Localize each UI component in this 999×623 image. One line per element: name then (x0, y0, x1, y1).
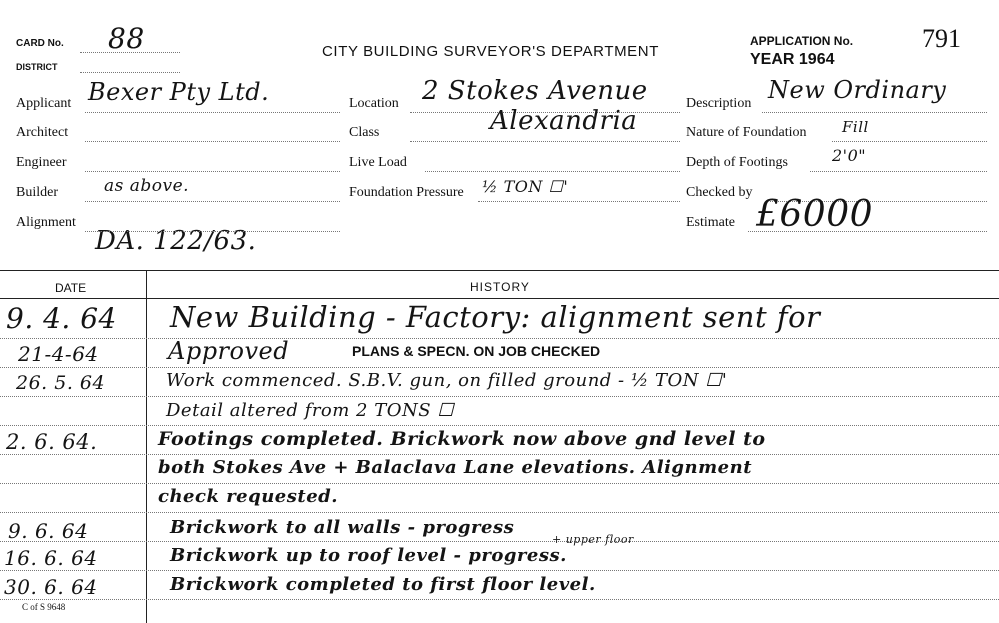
class-line (410, 141, 680, 142)
applicant-label: Applicant (16, 96, 72, 111)
district-label: DISTRICT (16, 62, 58, 72)
applicant-line (85, 112, 340, 113)
form-code: C of S 9648 (22, 602, 66, 612)
row-rule (0, 367, 999, 368)
alignment-label: Alignment (16, 215, 76, 230)
history-entry: Brickwork up to roof level - progress. (170, 545, 567, 566)
history-date: 26. 5. 64 (16, 372, 106, 394)
estimate-label: Estimate (686, 215, 735, 230)
history-entry: Work commenced. S.B.V. gun, on filled ground - ½ TON ☐' (166, 370, 728, 391)
architect-label: Architect (16, 125, 69, 140)
row-rule (0, 425, 999, 426)
row-rule (0, 396, 999, 397)
estimate-value: £6000 (756, 194, 874, 235)
history-date: 9. 4. 64 (6, 302, 117, 335)
year-label: YEAR 1964 (750, 51, 835, 68)
district-line (80, 72, 180, 73)
live-load-line (425, 171, 680, 172)
depth-of-footings-value: 2'0" (832, 146, 867, 165)
card-no-value: 88 (108, 22, 145, 55)
history-entry: Brickwork to all walls - progress (170, 517, 515, 538)
history-entry-note: + upper floor (552, 533, 634, 546)
row-rule (0, 541, 999, 542)
application-number: 791 (922, 24, 961, 53)
engineer-line (85, 171, 340, 172)
live-load-label: Live Load (349, 155, 407, 170)
row-rule (0, 338, 999, 339)
row-rule (0, 599, 999, 600)
builder-line (85, 201, 340, 202)
application-label: APPLICATION No. (750, 34, 854, 48)
engineer-label: Engineer (16, 155, 67, 170)
location-value-2: Alexandria (490, 106, 638, 136)
date-column-header: DATE (55, 281, 87, 295)
card-no-line (80, 52, 180, 53)
history-entry: Approved (168, 337, 290, 365)
architect-line (85, 141, 340, 142)
description-value: New Ordinary (768, 76, 947, 104)
history-entry: Detail altered from 2 TONS ☐ (166, 400, 454, 421)
foundation-pressure-label: Foundation Pressure (349, 185, 464, 200)
row-rule (0, 512, 999, 513)
applicant-value: Bexer Pty Ltd. (88, 78, 270, 106)
history-entry: Footings completed. Brickwork now above gnd level to (158, 428, 766, 450)
nature-of-foundation-value: Fill (842, 118, 869, 136)
description-label: Description (686, 96, 752, 111)
foundation-pressure-line (478, 201, 680, 202)
foundation-pressure-value: ½ TON ☐' (482, 177, 569, 196)
alignment-value: DA. 122/63. (95, 226, 257, 256)
nature-of-foundation-line (832, 141, 987, 142)
history-date: 30. 6. 64 (4, 575, 98, 599)
nature-of-foundation-label: Nature of Foundation (686, 125, 807, 140)
estimate-line (748, 231, 987, 232)
history-column-header: HISTORY (470, 280, 530, 294)
approval-stamp: PLANS & SPECN. ON JOB CHECKED (352, 343, 601, 359)
history-date: 2. 6. 64. (6, 430, 98, 454)
history-entry: New Building - Factory: alignment sent for (170, 300, 821, 334)
history-entry: both Stokes Ave + Balaclava Lane elevations. Alignment (158, 457, 753, 478)
history-date: 21-4-64 (18, 342, 99, 366)
builder-value: as above. (104, 176, 190, 196)
location-value: 2 Stokes Avenue (422, 76, 648, 106)
class-label: Class (349, 125, 380, 140)
alignment-line (85, 231, 340, 232)
card-no-label: CARD No. (16, 38, 64, 49)
history-date: 9. 6. 64 (8, 519, 89, 543)
history-entry: Brickwork completed to first floor level. (170, 574, 596, 595)
history-date: 16. 6. 64 (4, 546, 98, 570)
row-rule (0, 483, 999, 484)
depth-of-footings-line (810, 171, 987, 172)
checked-by-label: Checked by (686, 185, 753, 200)
row-rule (0, 454, 999, 455)
description-line (762, 112, 987, 113)
location-label: Location (349, 96, 399, 111)
history-header-rule (0, 298, 999, 299)
row-rule (0, 570, 999, 571)
depth-of-footings-label: Depth of Footings (686, 155, 788, 170)
builder-label: Builder (16, 185, 58, 200)
department-title: CITY BUILDING SURVEYOR'S DEPARTMENT (322, 43, 659, 60)
history-entry: check requested. (158, 486, 339, 507)
history-top-rule (0, 270, 999, 271)
